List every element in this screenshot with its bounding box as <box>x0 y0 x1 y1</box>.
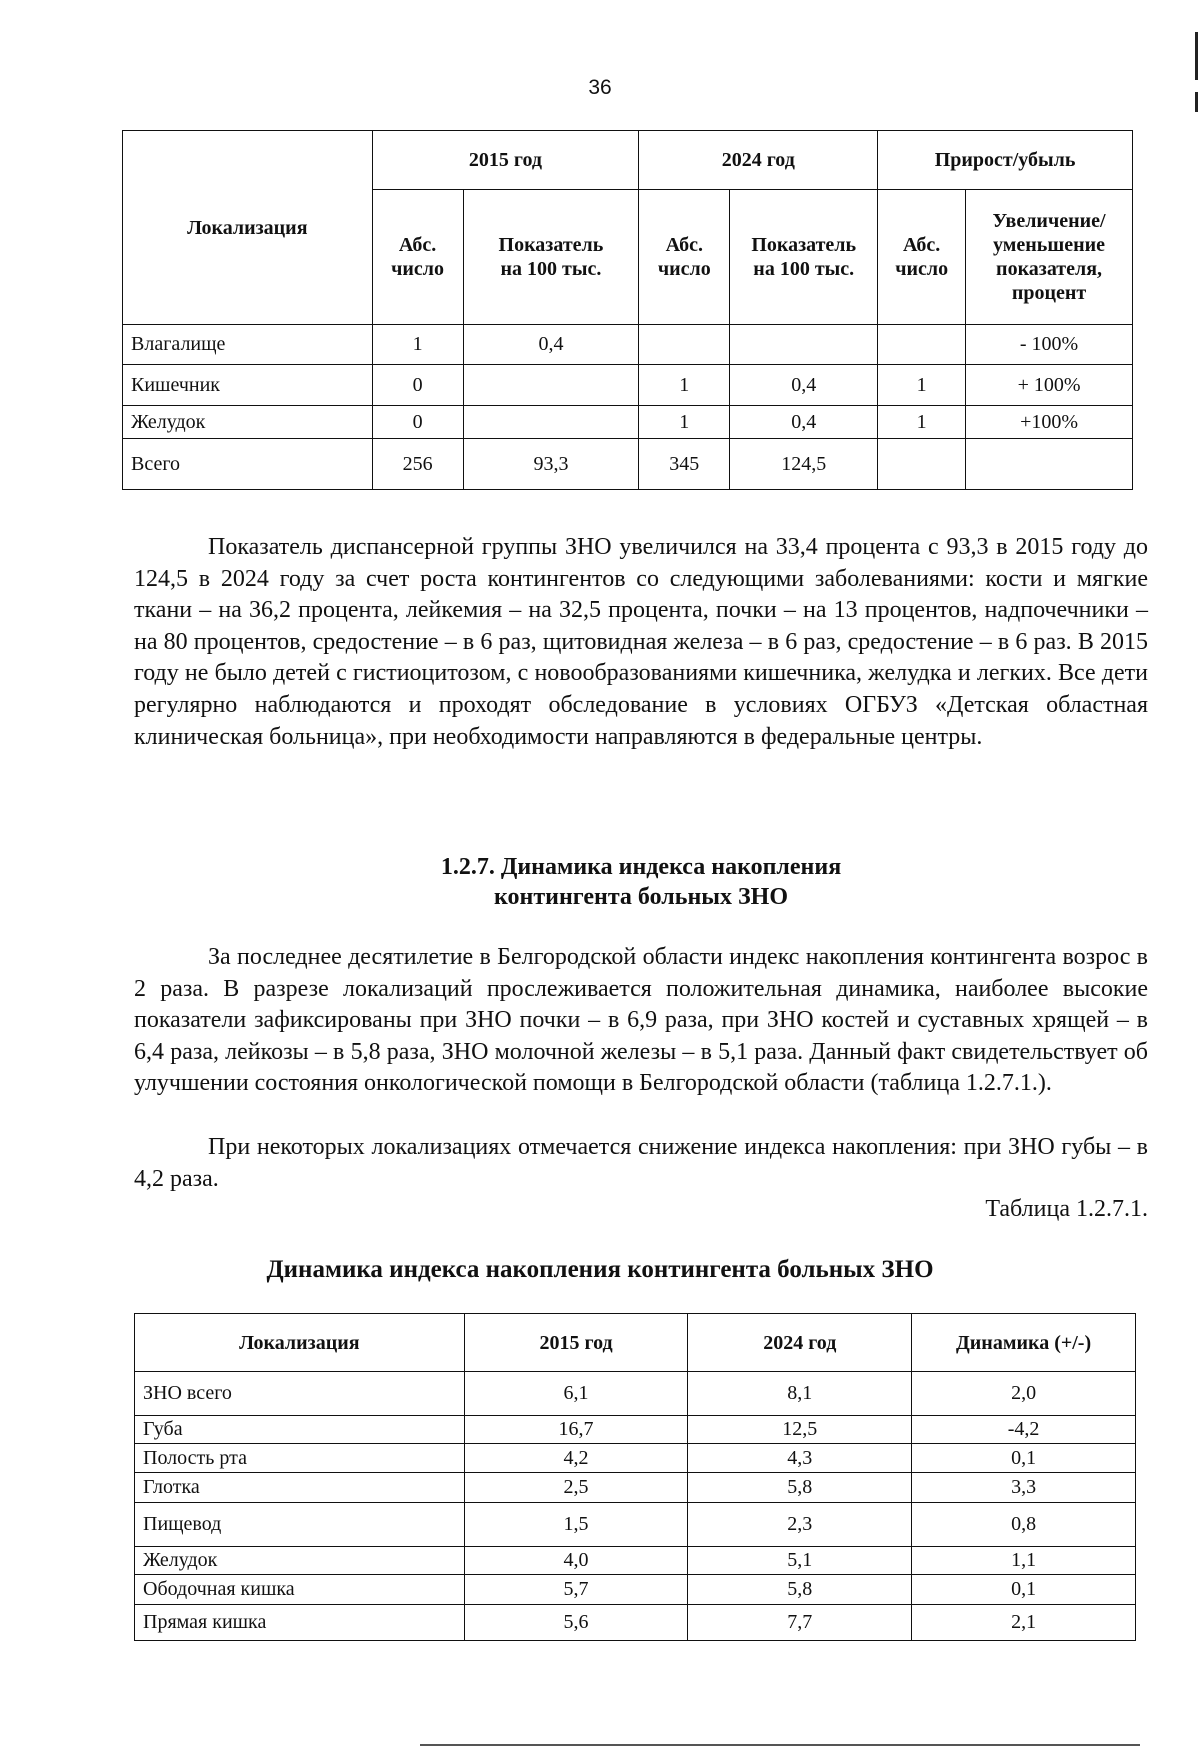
header-abs-2015: Абс. число <box>372 190 463 325</box>
table-caption: Таблица 1.2.7.1. <box>985 1196 1148 1222</box>
header-rate-2024: Показатель на 100 тыс. <box>730 190 878 325</box>
header-abs-2024: Абс. число <box>639 190 730 325</box>
header-change-pct: Увеличение/ уменьшение показателя, процент <box>966 190 1133 325</box>
table-row: Желудок 0 1 0,4 1 +100% <box>123 406 1133 439</box>
accumulation-index-table <box>134 1313 1136 1641</box>
header-2024: 2024 год <box>688 1314 912 1372</box>
localization-table <box>122 130 1133 490</box>
table-row: Губа 16,7 12,5 -4,2 <box>135 1416 1136 1444</box>
paragraph-accumulation-index: За последнее десятилетие в Белгородской области индекс накопления контингента возрос в 2 раза. В разрезе локализаций прослеживается положительная динамика, наиболее высокие показатели зафиксированы при ЗНО почки – в 6,9 раза, при ЗНО костей и суставных хрящей – в 6,4 раза, лейкозы – в 5,8 раза, ЗНО молочной железы – в 5,1 раза. Данный факт свидетельствует об улучшении состояния онкологической помощи в Белгородской области (таблица 1.2.7.1.). <box>134 944 1148 1097</box>
table-row: Глотка 2,5 5,8 3,3 <box>135 1473 1136 1503</box>
header-growth: Прирост/убыль <box>878 131 1133 190</box>
header-2015: 2015 год <box>372 131 639 190</box>
scan-edge-mark <box>1195 32 1198 80</box>
footer-rule <box>420 1744 1140 1746</box>
table-row: Кишечник 0 1 0,4 1 + 100% <box>123 365 1133 406</box>
header-localization: Локализация <box>135 1314 465 1372</box>
page-number: 36 <box>588 76 612 99</box>
header-dynamics: Динамика (+/-) <box>912 1314 1136 1372</box>
paragraph-dispensary-group: Показатель диспансерной группы ЗНО увеличился на 33,4 процента с 93,3 в 2015 году до 124,5 в 2024 году за счет роста контингентов со следующими заболеваниями: кости и мягкие ткани – на 36,2 процента, лейкемия – на 32,5 процента, почки – на 13 процентов, надпочечники – на 80 процентов, средостение – в 6 раз, щитовидная железа – в 6 раз, средостение – в 6 раз. В 2015 году не было детей с гистиоцитозом, с новообразованиями кишечника, желудка и легких. Все дети регулярно наблюдаются и проходят обследование в условиях ОГБУЗ «Детская областная клиническая больница», при необходимости направляются в федеральные центры. <box>134 534 1148 750</box>
table-row: Влагалище 1 0,4 - 100% <box>123 325 1133 365</box>
header-rate-2015: Показатель на 100 тыс. <box>463 190 639 325</box>
table-row: Ободочная кишка 5,7 5,8 0,1 <box>135 1575 1136 1605</box>
paragraph-decrease: При некоторых локализациях отмечается снижение индекса накопления: при ЗНО губы – в 4,2 раза. <box>134 1134 1148 1192</box>
section-heading: 1.2.7. Динамика индекса накопления контингента больных ЗНО <box>440 854 842 910</box>
scan-edge-mark <box>1195 92 1198 112</box>
header-2015: 2015 год <box>464 1314 688 1372</box>
table-title: Динамика индекса накопления контингента больных ЗНО <box>266 1256 934 1283</box>
header-2024: 2024 год <box>639 131 878 190</box>
table-row: Всего 256 93,3 345 124,5 <box>123 439 1133 490</box>
table-row: ЗНО всего 6,1 8,1 2,0 <box>135 1372 1136 1416</box>
table-row: Желудок 4,0 5,1 1,1 <box>135 1547 1136 1575</box>
table-row: Прямая кишка 5,6 7,7 2,1 <box>135 1605 1136 1641</box>
table-row: Пищевод 1,5 2,3 0,8 <box>135 1503 1136 1547</box>
table-row: Полость рта 4,2 4,3 0,1 <box>135 1444 1136 1473</box>
header-abs-diff: Абс. число <box>878 190 966 325</box>
header-localization: Локализация <box>123 131 373 325</box>
